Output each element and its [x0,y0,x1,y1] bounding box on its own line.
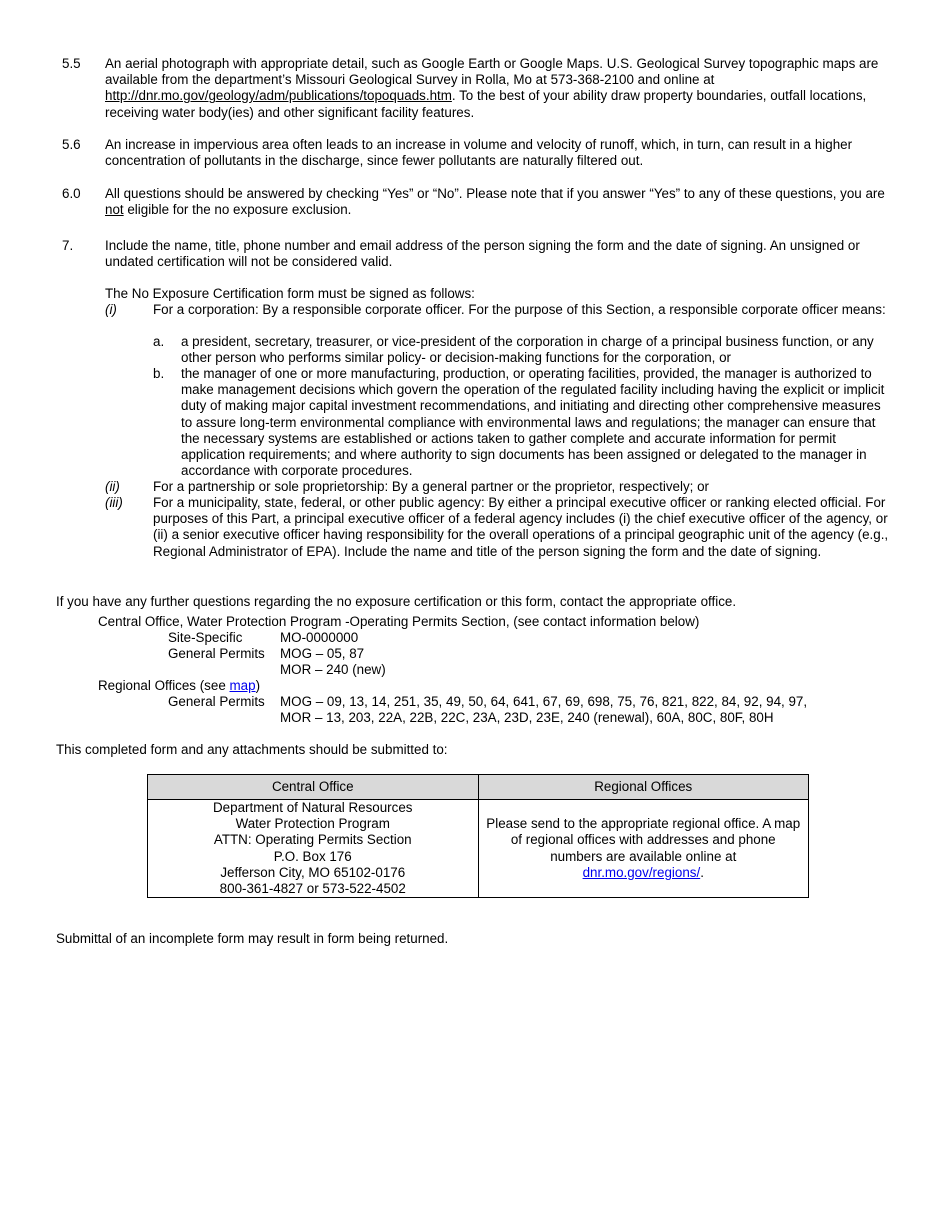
regional-general-permits-value: MOG – 09, 13, 14, 251, 35, 49, 50, 64, 641, 67, 69, 698, 75, 76, 821, 822, 84, 92, 94, 97, [280,694,808,709]
section-number: 7. [62,238,74,253]
regional-offices-line: Regional Offices (see map) [98,678,261,693]
topoquads-url[interactable]: http://dnr.mo.gov/geology/adm/publications/topoquads.htm [105,88,452,104]
section-text: All questions should be answered by checking “Yes” or “No”. Please note that if you answer “Yes” to any of these questions, you are not eligible for the no exposure exclusion. [105,186,885,218]
site-specific-value: MO-0000000 [280,630,359,645]
central-office-address: Department of Natural Resources Water Protection Program ATTN: Operating Permits Section P.O. Box 176 Jefferson City, MO 65102-0176 800-361-4827 or 573-522-4502 [148,800,479,898]
section-number: 5.6 [62,137,81,152]
section-number: 5.5 [62,56,81,71]
site-specific-label: Site-Specific [168,630,243,645]
map-link[interactable]: map [229,678,256,693]
regional-general-permits-label: General Permits [168,694,265,709]
general-permits-value: MOR – 240 (new) [280,662,386,677]
general-permits-value: MOG – 05, 87 [280,646,365,661]
regions-link[interactable]: dnr.mo.gov/regions/ [582,864,701,880]
regional-general-permits-value: MOR – 13, 203, 22A, 22B, 22C, 23A, 23D, 23E, 240 (renewal), 60A, 80C, 80F, 80H [280,710,774,725]
section-text: Include the name, title, phone number and email address of the person signing the form and the date of signing. An unsigned or undated certification will not be considered valid. [105,238,860,270]
regional-offices-header: Regional Offices [478,775,809,800]
central-office-line: Central Office, Water Protection Program -Operating Permits Section, (see contact information below) [98,614,700,629]
submit-intro: This completed form and any attachments should be submitted to: [56,742,448,757]
regional-offices-info: Please send to the appropriate regional office. A map of regional offices with addresses and phone numbers are available online at dnr.mo.gov/regions/. [478,800,809,898]
submission-table [147,774,809,898]
signing-intro: The No Exposure Certification form must be signed as follows: [105,286,475,301]
general-permits-label: General Permits [168,646,265,661]
central-office-header: Central Office [148,775,479,800]
contact-intro: If you have any further questions regarding the no exposure certification or this form, contact the appropriate office. [56,594,737,609]
section-text: An aerial photograph with appropriate detail, such as Google Earth or Google Maps. U.S. Geological Survey topographic maps are available from the department’s Missouri Geological Survey in Rolla, Mo at 573-368-2100 and online at http://dnr.mo.gov/geology/adm/publications/topoquads.htm. To the best of your ability draw property boundaries, outfall locations, receiving water body(ies) and other significant facility features. [105,56,879,120]
section-number: 6.0 [62,186,81,201]
footer-note: Submittal of an incomplete form may result in form being returned. [56,931,449,946]
section-text: An increase in impervious area often leads to an increase in volume and velocity of runoff, which, in turn, can result in a higher concentration of pollutants in the discharge, since fewer pollutants are naturally filtered out. [105,137,853,169]
